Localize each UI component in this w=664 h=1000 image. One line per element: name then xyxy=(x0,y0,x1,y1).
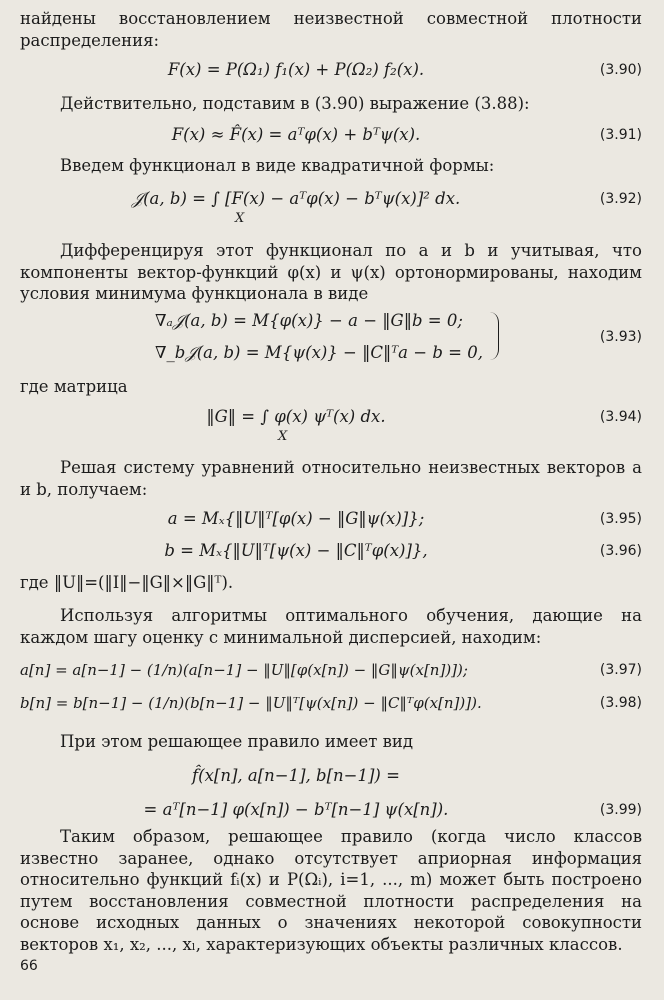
equation-3-92-integral-domain: X xyxy=(235,211,245,226)
paragraph-8: Используя алгоритмы оптимального обучения, дающие на каждом шагу оценку с минимальной дисперсией, находим: xyxy=(20,606,642,647)
equation-3-94-body: ‖G‖ = ∫ φ(x) ψᵀ(x) dx. xyxy=(206,407,386,426)
equation-3-95 xyxy=(20,506,642,532)
equation-3-90-number: (3.90) xyxy=(599,62,642,78)
equation-3-90 xyxy=(20,57,642,83)
equation-3-97-body: a[n] = a[n−1] − (1/n)(a[n−1] − ‖U‖[φ(x[n]) − ‖G‖ψ(x[n])]); xyxy=(20,661,468,679)
equation-3-99-first: f̂(x[n], a[n−1], b[n−1]) = xyxy=(192,766,400,785)
equation-3-97 xyxy=(20,657,642,683)
page-number: 66 xyxy=(20,958,38,974)
equation-3-92-body: 𝒥(a, b) = ∫ [F(x) − aᵀφ(x) − bᵀψ(x)]² dx. xyxy=(131,189,461,208)
equation-3-98-number: (3.98) xyxy=(599,695,642,711)
equation-3-98-body: b[n] = b[n−1] − (1/n)(b[n−1] − ‖U‖ᵀ[ψ(x[n]) − ‖C‖ᵀφ(x[n])]). xyxy=(20,694,482,712)
equation-3-95-body: a = Mₓ{‖U‖ᵀ[φ(x) − ‖G‖ψ(x)]}; xyxy=(167,509,425,528)
equation-3-99-line-2 xyxy=(20,797,642,823)
equation-3-97-number: (3.97) xyxy=(599,662,642,678)
paragraph-10: Таким образом, решающее правило (когда число классов известно заранее, однако отсутствует априорная информация относительно функций fᵢ(x) и P(Ωᵢ), i=1, ..., m) может быть построено путем восстановления совместной плотности распределения на основе исходных данных о значениях некоторой совокупности векторов x₁, x₂, ..., xₗ, характеризующих объекты различных классов. xyxy=(20,827,642,954)
equation-3-92 xyxy=(20,186,642,226)
equation-3-99-line-1 xyxy=(20,763,642,789)
equation-3-91 xyxy=(20,122,642,148)
paragraph-4: Дифференцируя этот функционал по a и b и учитывая, что компоненты вектор-функций φ(x) и ψ(x) ортонормированы, находим условия минимума функционала в виде xyxy=(20,241,642,303)
equation-3-93-second: ∇_b𝒥(a, b) = M{ψ(x)} − ‖C‖ᵀa − b = 0, xyxy=(155,343,483,362)
equation-3-91-number: (3.91) xyxy=(599,127,642,143)
equation-3-96 xyxy=(20,538,642,564)
equation-3-91-body: F(x) ≈ F̂(x) = aᵀφ(x) + bᵀψ(x). xyxy=(171,125,421,144)
equation-3-94 xyxy=(20,404,642,444)
paragraph-7: где ‖U‖=(‖I‖−‖G‖×‖G‖ᵀ). xyxy=(20,573,234,592)
equation-3-94-integral-domain: X xyxy=(278,429,288,444)
paragraph-5: где матрица xyxy=(20,377,128,396)
equation-3-94-number: (3.94) xyxy=(599,409,642,425)
equation-3-96-body: b = Mₓ{‖U‖ᵀ[ψ(x) − ‖C‖ᵀφ(x)]}, xyxy=(164,541,428,560)
equation-3-99-number: (3.99) xyxy=(599,802,642,818)
paragraph-3: Введем функционал в виде квадратичной формы: xyxy=(60,156,495,175)
paragraph-6: Решая систему уравнений относительно неизвестных векторов a и b, получаем: xyxy=(20,458,642,499)
equation-3-99-second: = aᵀ[n−1] φ(x[n]) − bᵀ[n−1] ψ(x[n]). xyxy=(143,800,449,819)
equation-3-98 xyxy=(20,690,642,716)
equation-3-95-number: (3.95) xyxy=(599,511,642,527)
equation-3-93-number-row xyxy=(20,324,642,350)
paragraph-2: Действительно, подставим в (3.90) выражение (3.88): xyxy=(60,94,530,113)
equation-3-90-body: F(x) = P(Ω₁) f₁(x) + P(Ω₂) f₂(x). xyxy=(167,60,425,79)
equation-3-93-first: ∇ₐ𝒥(a, b) = M{φ(x)} − a − ‖G‖b = 0; xyxy=(155,311,463,330)
equation-3-93-number: (3.93) xyxy=(599,329,642,345)
paragraph-9: При этом решающее правило имеет вид xyxy=(60,732,414,751)
equation-3-92-number: (3.92) xyxy=(599,191,642,207)
paragraph-1: найдены восстановлением неизвестной совместной плотности распределения: xyxy=(20,9,642,50)
equation-3-96-number: (3.96) xyxy=(599,543,642,559)
